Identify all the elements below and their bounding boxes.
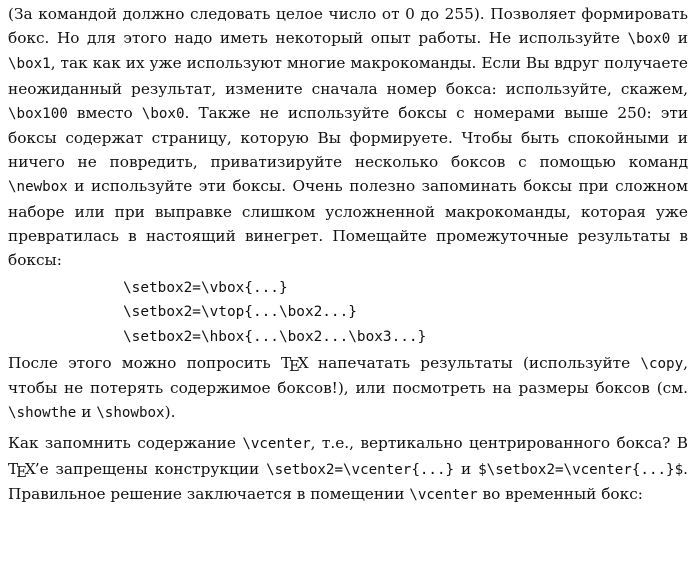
document-page (8, 2, 688, 507)
paragraph-box-usage (8, 2, 688, 272)
code-setbox-vcenter: \setbox2=\vcenter{...} (266, 461, 455, 478)
text: , т.е., вертикально центрированного бокса? В (310, 434, 688, 453)
code-vcenter: \vcenter (242, 436, 311, 453)
paragraph-vcenter (8, 431, 688, 507)
code-box0: \box0 (141, 105, 185, 122)
code-showthe: \showthe (8, 405, 77, 422)
text: (За командой должно следовать целое число от 0 до 255). Позволяет формировать бокс. Но для этого надо иметь некоторый опыт работы. Не используйте (8, 5, 688, 48)
code-example (123, 276, 688, 349)
code-math-setbox-vcenter: $\setbox2=\vcenter{...}$ (478, 461, 684, 478)
code-line: \setbox2=\vtop{...\box2...} (123, 304, 357, 321)
text: После этого можно попросить (8, 353, 281, 372)
code-box0: \box0 (627, 31, 671, 48)
code-copy: \copy (640, 355, 684, 372)
text: Как запомнить содержание (8, 434, 243, 453)
code-showbox: \showbox (96, 405, 165, 422)
text: и (670, 29, 688, 48)
text: во временный бокс: (477, 484, 643, 503)
tex-logo: TEX (280, 353, 308, 375)
text: вместо (67, 103, 142, 122)
text: , так как их уже используют многие макрокоманды. Если Вы вдруг получаете неожиданный результат, измените сначала номер бокса: используйте, скажем, (8, 54, 688, 98)
text: и используйте эти боксы. Очень полезно запоминать боксы при сложном наборе или при выправке слишком усложненной макрокоманды, которая уже превратилась в настоящий винегрет. Помещайте промежуточные результаты в боксы: (8, 177, 688, 270)
code-box100: \box100 (8, 105, 68, 122)
text: , чтобы не потерять содержимое боксов!), или посмотреть на размеры боксов (см. (8, 353, 688, 398)
text: ). (164, 403, 176, 422)
text: . Также не используйте боксы с номерами выше 250: эти боксы содержат страницу, которую Вы формируете. Чтобы быть спокойными и ничего не повредить, приватизируйте несколько боксов с помощью команд (8, 103, 689, 172)
paragraph-tex-output (8, 351, 688, 426)
code-vcenter: \vcenter (409, 486, 478, 503)
code-newbox: \newbox (8, 179, 68, 196)
text: напечатать результаты (используйте (307, 353, 641, 372)
code-box1: \box1 (8, 56, 51, 73)
text: и (76, 403, 97, 422)
text: и (454, 459, 479, 478)
code-line: \setbox2=\hbox{...\box2...\box3...} (123, 328, 427, 345)
tex-logo: TEX (8, 459, 35, 481)
text: ’е запрещены конструкции (34, 459, 267, 478)
code-line: \setbox2=\vbox{...} (123, 280, 288, 297)
text: . Правильное решение заключается в помещении (8, 459, 688, 503)
